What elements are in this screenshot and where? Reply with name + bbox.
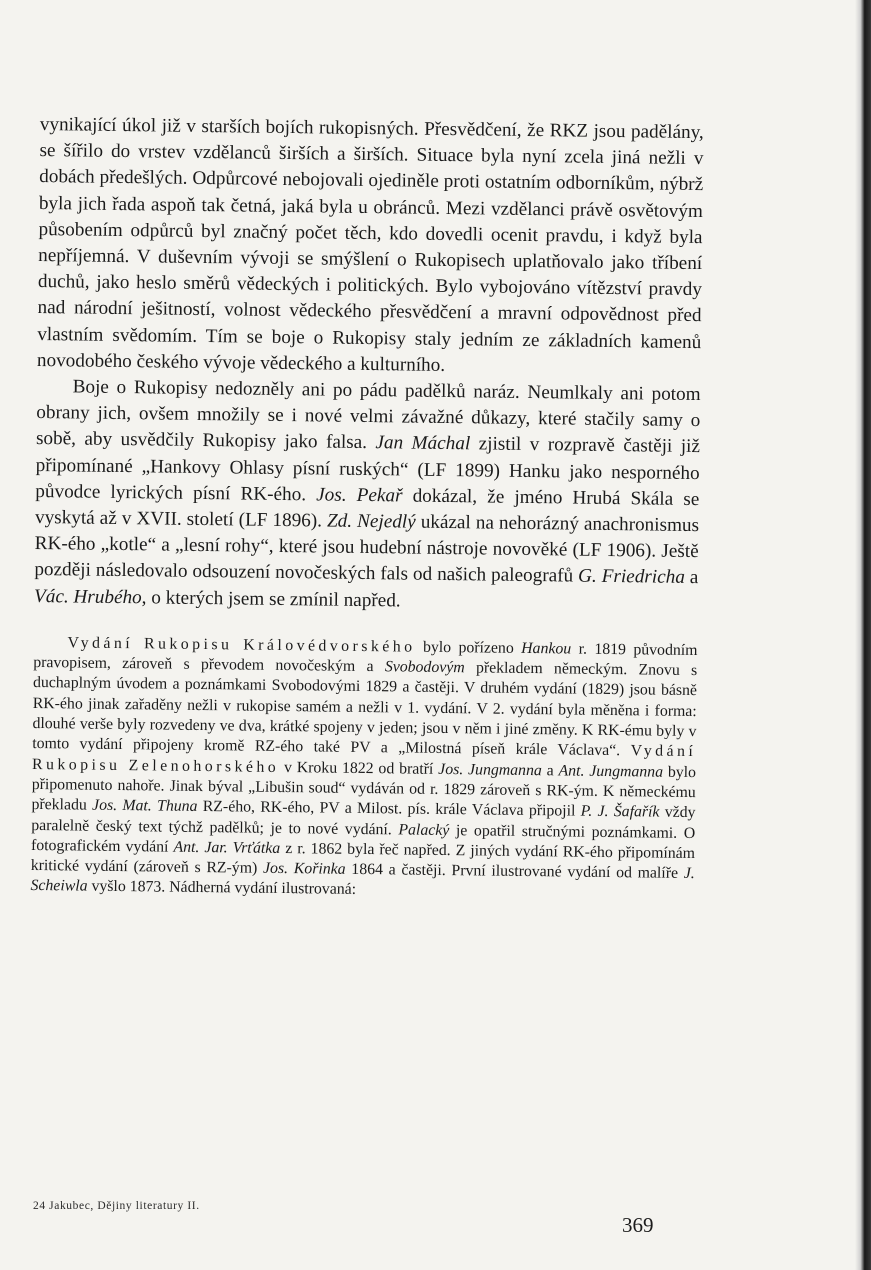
author-name: Vác. Hrubého	[33, 585, 142, 608]
notes-name: Hankou	[521, 639, 572, 658]
notes-text: a	[541, 761, 559, 780]
notes-name: Svobodovým	[384, 658, 465, 677]
main-text	[34, 112, 704, 618]
paragraph-2-text: a	[684, 567, 699, 589]
page-number: 369	[622, 1213, 654, 1237]
book-binding-edge	[855, 0, 871, 1270]
notes-name: Jos. Jungmanna	[438, 760, 542, 779]
notes-text: vyšlo 1873. Nádherná vydání ilustrovaná:	[87, 878, 357, 899]
paragraph-2-text: zjistil v rozpravě častěji již připomínané „Hankovy Ohlasy písní ruských“ (LF 1899) Hanku jako nesporného původce lyrických písní RK-ého.	[35, 433, 701, 506]
notes-text: RZ-ého, RK-ého, PV a Milost. pís. krále Václava připojil	[197, 798, 581, 820]
notes-name: Jos. Kořinka	[262, 859, 346, 878]
notes-heading: Vydání Rukopisu Královédvorského	[67, 634, 416, 656]
printer-signature: 24 Jakubec, Dějiny literatury II.	[33, 1200, 200, 1212]
notes-text: bylo připomenuto nahoře. Jinak býval „Libušin soud“ vydáván od r. 1829 zároveň s RK-ým. K německému překladu	[31, 763, 697, 814]
notes-text: r. 1819 původním pravopisem, zároveň s převodem novočeským a	[33, 640, 698, 676]
notes-paragraph	[30, 633, 697, 905]
notes-text: 1864 a častěji. První ilustrované vydání od malíře	[345, 860, 684, 883]
notes-heading: Vydání Rukopisu Zelenohorského	[31, 742, 697, 776]
paragraph-2-text: , o kterých jsem se zmínil napřed.	[141, 586, 401, 612]
author-name: G. Friedricha	[577, 566, 685, 589]
notes-name: J. Scheiwla	[30, 865, 695, 896]
paragraph-2-text: Boje o Rukopisy nedozněly ani po pádu padělků naráz. Neumlkaly ani potom obrany jich, ovšem množily se i nové velmi závažné důkazy, které stačily samy o sobě, aby usvědčily Rukopisy jako falsa.	[35, 376, 701, 454]
notes-text: z r. 1862 byla řeč napřed. Z jiných vydání RK-ého připomínám kritické vydání (zároveň s RZ-ým)	[30, 839, 696, 877]
notes-name: Palacký	[398, 820, 450, 839]
notes-text: bylo pořízeno	[415, 638, 522, 657]
author-name: Jan Máchal	[375, 432, 471, 455]
notes-text: překladem německým. Znovu s duchaplným úvodem a poznámkami Svobodovými 1829 a častěji. V druhém vydání (1829) jsou básně RK-ého jinak zařaděny nežli v rukopise samém a nežli v 1. vydání. V 2. vydání byla měněna i forma: dlouhé verše byly rozvedeny ve dva, krátké spojeny v jeden; jsou v něm i jiné změny. K RK-ému byly v tomto vydání připojeny kromě RZ-ého také PV a „Milostná píseň krále Václava“.	[32, 659, 698, 760]
notes-name: P. J. Šafařík	[580, 802, 660, 821]
notes-text: je opatřil stručnými poznámkami. O fotografickém vydání	[30, 821, 696, 856]
notes-text: v Kroku 1822 od bratří	[279, 758, 439, 778]
paragraph-2-text: ukázal na nehorázný anachronismus RK-ého „kotle“ a „lesní rohy“, které jsou hudební nástroje novověké (LF 1906). Ještě později následovalo odsouzení novočeských fals od našich paleografů	[34, 511, 700, 588]
notes-name: Ant. Jungmanna	[558, 762, 664, 781]
notes-text: vždy paralelně český text týchž padělků; je to nové vydání.	[31, 803, 696, 838]
paragraph-1: vynikající úkol již v starších bojích rukopisných. Přesvědčení, že RKZ jsou padělány, se šířilo do vrstev vzdělanců širších a širších. Situace byla nyní zcela jiná nežli v dobách předešlých. Odpůrcové nebojovali ojediněle proti ostatním odborníkům, nýbrž byla jich řada aspoň tak četná, jaká byla u obránců. Mezi vzdělanci právě osvětovým působením odpůrců byl značný počet těch, kdo dovedli ocenit pravdu, i když byla nepříjemná. V duševním vývoji se smýšlení o Rukopisech uplatňovalo jako tříbení duchů, jako heslo směrů vědeckých i politických. Bylo vybojováno vítězství pravdy nad národní ješitností, volnost vědeckého přesvědčení a mravní odpovědnost před vlastním svědomím. Tím se boje o Rukopisy staly jedním ze základních kamenů novodobého českého vývoje vědeckého a kulturního.	[36, 113, 704, 376]
author-name: Zd. Nejedlý	[326, 510, 416, 533]
notes-name: Ant. Jar. Vrťátka	[173, 838, 281, 857]
paragraph-2-text: dokázal, že jméno Hrubá Skála se vyskytá až v XVII. století (LF 1896).	[34, 485, 700, 532]
bibliographic-notes	[30, 633, 697, 905]
notes-name: Jos. Mat. Thuna	[92, 796, 198, 816]
author-name: Jos. Pekař	[316, 484, 403, 507]
paragraph-2	[34, 374, 701, 618]
book-page	[30, 112, 704, 905]
